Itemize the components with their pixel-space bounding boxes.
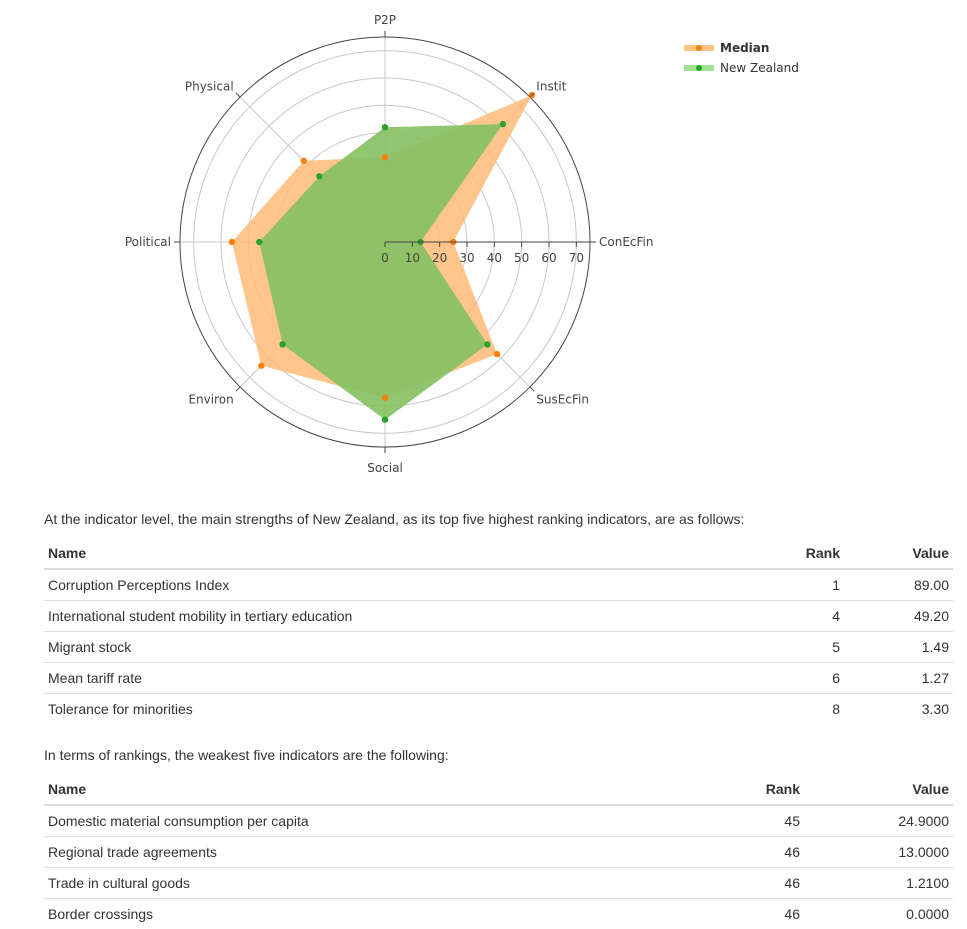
axis-label-political: Political [125,235,171,249]
radial-tick-label: 10 [405,251,420,265]
axis-label-p2p: P2P [374,13,396,27]
axis-tick [530,387,534,391]
axis-label-conecfin: ConEcFin [599,235,653,249]
indicator-value: 24.9000 [804,805,953,837]
column-header-name: Name [44,538,604,569]
data-point [382,416,388,422]
axis-tick [236,93,240,97]
axis-label-susecfin: SusEcFin [536,392,589,406]
indicator-rank: 4 [604,601,844,632]
indicator-rank: 5 [604,632,844,663]
indicator-rank: 6 [604,663,844,694]
radial-tick-label: 50 [514,251,529,265]
table-header-row [44,774,953,805]
axis-label-environ: Environ [188,392,233,406]
table-row [44,837,953,868]
axis-label-social: Social [367,461,403,475]
axis-label-physical: Physical [185,80,234,94]
legend-marker [696,45,702,51]
indicator-name: Regional trade agreements [44,837,544,868]
table-row [44,805,953,837]
indicator-name: Mean tariff rate [44,663,604,694]
weaknesses-table [44,774,953,929]
series-overlap [259,124,503,420]
table-row [44,868,953,899]
indicator-value: 89.00 [844,569,953,601]
table-row [44,601,953,632]
data-point [382,395,388,401]
radial-tick-label: 0 [381,251,389,265]
column-header-rank: Rank [544,774,804,805]
indicator-value: 1.2100 [804,868,953,899]
indicator-value: 1.49 [844,632,953,663]
indicator-rank: 46 [544,899,804,929]
data-point [229,239,235,245]
indicator-name: International student mobility in tertiary education [44,601,604,632]
indicator-rank: 45 [544,805,804,837]
indicator-name: Domestic material consumption per capita [44,805,544,837]
data-point [382,124,388,130]
indicator-rank: 46 [544,868,804,899]
indicator-rank: 46 [544,837,804,868]
column-header-name: Name [44,774,544,805]
legend-label: Median [720,41,769,55]
table-row [44,663,953,694]
strengths-table [44,538,953,724]
legend-label: New Zealand [720,61,799,75]
radial-tick-label: 30 [459,251,474,265]
table-row [44,694,953,725]
radial-tick-label: 60 [541,251,556,265]
indicator-rank: 1 [604,569,844,601]
data-point [301,158,307,164]
indicator-value: 1.27 [844,663,953,694]
data-point [316,173,322,179]
indicator-name: Border crossings [44,899,544,929]
indicator-name: Trade in cultural goods [44,868,544,899]
data-point [382,154,388,160]
axis-tick [236,387,240,391]
weaknesses-intro: In terms of rankings, the weakest five indicators are the following: [44,747,449,763]
indicator-name: Migrant stock [44,632,604,663]
indicator-value: 3.30 [844,694,953,725]
radial-tick-label: 40 [487,251,502,265]
indicator-value: 49.20 [844,601,953,632]
table-row [44,899,953,929]
data-point [258,362,264,368]
data-point [500,121,506,127]
indicator-name: Corruption Perceptions Index [44,569,604,601]
indicator-value: 0.0000 [804,899,953,929]
radial-tick-label: 70 [569,251,584,265]
column-header-rank: Rank [604,538,844,569]
table-header-row [44,538,953,569]
table-row [44,569,953,601]
indicator-name: Tolerance for minorities [44,694,604,725]
table-row [44,632,953,663]
data-point [494,351,500,357]
data-point [279,341,285,347]
data-point [484,341,490,347]
column-header-value: Value [844,538,953,569]
legend-marker [696,65,702,71]
column-header-value: Value [804,774,953,805]
indicator-value: 13.0000 [804,837,953,868]
axis-label-instit: Instit [536,80,566,94]
data-point [256,239,262,245]
strengths-intro: At the indicator level, the main strengths of New Zealand, as its top five highest ranking indicators, are as follows: [44,511,744,527]
indicator-rank: 8 [604,694,844,725]
radial-tick-label: 20 [432,251,447,265]
